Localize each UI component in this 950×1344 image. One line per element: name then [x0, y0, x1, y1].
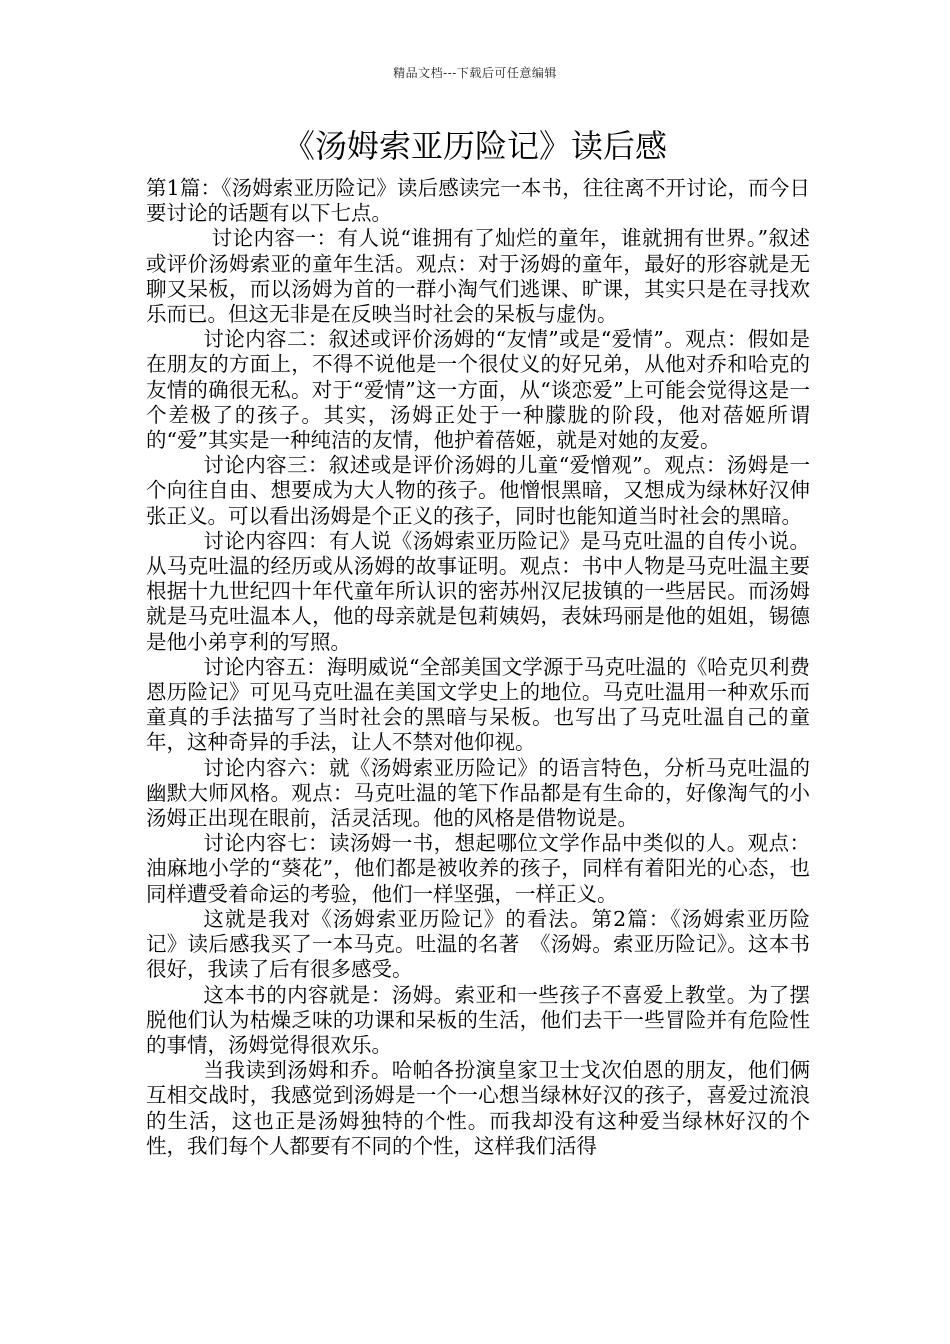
paragraph: 讨论内容五：海明威说“全部美国文学源于马克吐温的《哈克贝利费恩历险记》可见马克吐温在美国文学史上的地位。马克吐温用一种欢乐而童真的手法描写了当时社会的黑暗与呆板。也写出了马克吐温自己的童年，这种奇异的手法，让人不禁对他仰视。 [146, 654, 810, 755]
paragraph: 第1篇：《汤姆索亚历险记》读后感读完一本书，往往离不开讨论，而今日要讨论的话题有以下七点。 [146, 176, 810, 226]
paragraph: 这就是我对《汤姆索亚历险记》的看法。第2篇：《汤姆索亚历险记》读后感我买了一本马克。吐温的名著 《汤姆。索亚历险记》。这本书很好，我读了后有很多感受。 [146, 906, 810, 982]
paragraph: 讨论内容三：叙述或是评价汤姆的儿童“爱憎观”。观点：汤姆是一个向往自由、想要成为大人物的孩子。他憎恨黑暗，又想成为绿林好汉伸张正义。可以看出汤姆是个正义的孩子，同时也能知道当时社会的黑暗。 [146, 453, 810, 528]
paragraph: 讨论内容二：叙述或评价汤姆的“友情”或是“爱情”。观点：假如是在朋友的方面上，不得不说他是一个很仗义的好兄弟，从他对乔和哈克的友情的确很无私。对于“爱情”这一方面，从“谈恋爱”上可能会觉得这是一个差极了的孩子。其实，汤姆正处于一种朦胧的阶段，他对蓓姬所谓的“爱”其实是一种纯洁的友情，他护着蓓姬，就是对她的友爱。 [146, 327, 810, 453]
paragraph: 当我读到汤姆和乔。哈帕各扮演皇家卫士戈次伯恩的朋友，他们俩互相交战时，我感觉到汤姆是一个一心想当绿林好汉的孩子，喜爱过流浪的生活，这也正是汤姆独特的个性。而我却没有这种爱当绿林好汉的个性，我们每个人都要有不同的个性，这样我们活得 [146, 1058, 810, 1158]
document-body [146, 176, 810, 1159]
paragraph: 讨论内容四：有人说《汤姆索亚历险记》是马克吐温的自传小说。从马克吐温的经历或从汤姆的故事证明。观点：书中人物是马克吐温主要根据十九世纪四十年代童年所认识的密苏州汉尼拔镇的一些居民。而汤姆就是马克吐温本人，他的母亲就是包莉姨妈，表妹玛丽是他的姐姐，锡德是他小弟亨利的写照。 [146, 528, 810, 654]
paragraph: 这本书的内容就是：汤姆。索亚和一些孩子不喜爱上教堂。为了摆脱他们认为枯燥乏味的功课和呆板的生活，他们去干一些冒险并有危险性的事情，汤姆觉得很欢乐。 [146, 982, 810, 1057]
document-title: 《汤姆索亚历险记》读后感 [282, 127, 667, 165]
page-header: 精品文档---下载后可任意编辑 [393, 66, 557, 80]
paragraph: 讨论内容六：就《汤姆索亚历险记》的语言特色，分析马克吐温的幽默大师风格。观点：马克吐温的笔下作品都是有生命的，好像淘气的小汤姆正出现在眼前，活灵活现。他的风格是借物说是。 [146, 755, 810, 831]
paragraph: 讨论内容七：读汤姆一书，想起哪位文学作品中类似的人。观点：油麻地小学的“葵花”，他们都是被收养的孩子，同样有着阳光的心态，也同样遭受着命运的考验，他们一样坚强，一样正义。 [146, 831, 810, 906]
paragraph: 讨论内容一：有人说“谁拥有了灿烂的童年，谁就拥有世界。”叙述或评价汤姆索亚的童年生活。观点：对于汤姆的童年，最好的形容就是无聊又呆板，而以汤姆为首的一群小淘气们逃课、旷课，其实只是在寻找欢乐而已。但这无非是在反映当时社会的呆板与虚伪。 [146, 226, 810, 327]
